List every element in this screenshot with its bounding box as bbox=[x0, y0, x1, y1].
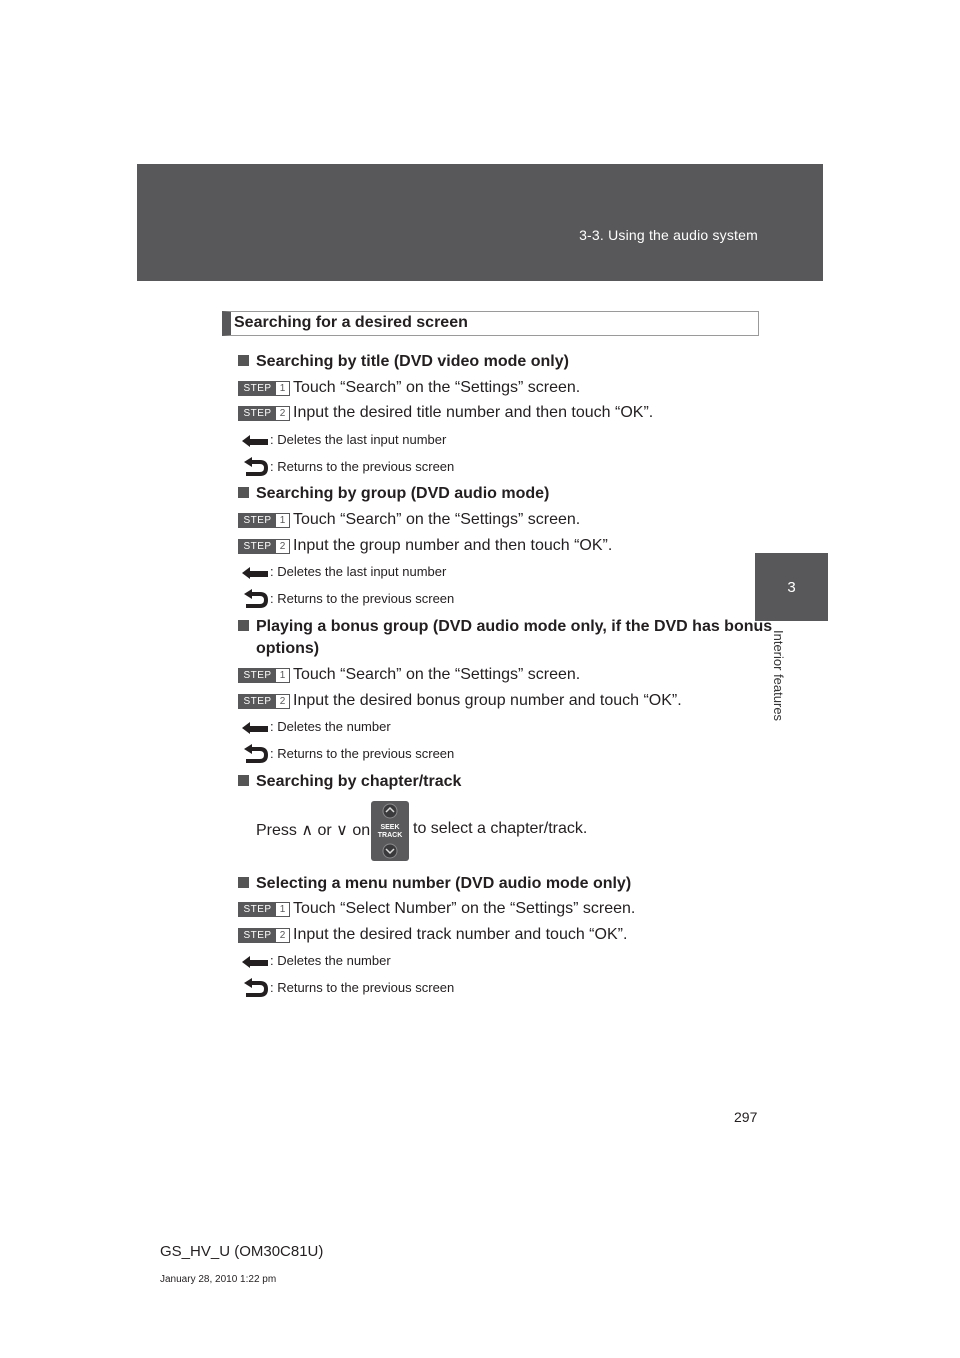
section-title: Searching for a desired screen bbox=[234, 314, 468, 331]
step-badge: STEP 2 bbox=[238, 694, 290, 709]
step-text: Input the desired title number and then touch “OK”. bbox=[293, 404, 654, 421]
chapter-tab bbox=[755, 553, 828, 621]
note-text: : Deletes the last input number bbox=[270, 564, 447, 579]
subheading: Selecting a menu number (DVD audio mode only) bbox=[238, 873, 631, 895]
note-text: : Deletes the number bbox=[270, 719, 391, 734]
step-text: Touch “Select Number” on the “Settings” screen. bbox=[293, 900, 636, 917]
step-badge: STEP 1 bbox=[238, 668, 290, 683]
print-timestamp: January 28, 2010 1:22 pm bbox=[160, 1274, 277, 1285]
chapter-header bbox=[137, 164, 823, 281]
step-badge: STEP 2 bbox=[238, 406, 290, 421]
chapter-number: 3 bbox=[787, 578, 796, 596]
section-path: 3-3. Using the audio system bbox=[579, 227, 758, 243]
track-label: TRACK bbox=[377, 832, 403, 839]
subheading-continued: options) bbox=[256, 640, 320, 657]
step-text: Touch “Search” on the “Settings” screen. bbox=[293, 666, 581, 683]
step-badge: STEP 2 bbox=[238, 539, 290, 554]
step-badge: STEP 1 bbox=[238, 902, 290, 917]
note-text: : Deletes the last input number bbox=[270, 432, 447, 447]
return-arrow-icon bbox=[240, 743, 270, 765]
backspace-arrow-icon bbox=[240, 951, 270, 973]
step-text: Input the desired bonus group number and touch “OK”. bbox=[293, 692, 682, 709]
bullet-square-icon bbox=[238, 487, 249, 498]
seek-label: SEEK bbox=[380, 824, 400, 831]
bullet-square-icon bbox=[238, 877, 249, 888]
note-text: : Returns to the previous screen bbox=[270, 980, 455, 995]
bullet-square-icon bbox=[238, 620, 249, 631]
note-text: : Returns to the previous screen bbox=[270, 591, 455, 606]
subheading: Searching by title (DVD video mode only) bbox=[238, 351, 569, 373]
press-instruction-suffix: to select a chapter/track. bbox=[413, 820, 588, 837]
step-badge: STEP 1 bbox=[238, 513, 290, 528]
note-text: : Returns to the previous screen bbox=[270, 746, 455, 761]
step-text: Input the group number and then touch “OK”. bbox=[293, 537, 613, 554]
chapter-tab-label: Interior features bbox=[771, 630, 786, 722]
return-arrow-icon bbox=[240, 588, 270, 610]
step-badge: STEP 2 bbox=[238, 928, 290, 943]
note-text: : Deletes the number bbox=[270, 953, 391, 968]
subheading: Searching by group (DVD audio mode) bbox=[238, 483, 549, 505]
page-number: 297 bbox=[734, 1109, 758, 1125]
step-text: Touch “Search” on the “Settings” screen. bbox=[293, 379, 581, 396]
seek-track-button-icon bbox=[371, 801, 409, 861]
step-text: Touch “Search” on the “Settings” screen. bbox=[293, 511, 581, 528]
backspace-arrow-icon bbox=[240, 562, 270, 584]
return-arrow-icon bbox=[240, 977, 270, 999]
note-text: : Returns to the previous screen bbox=[270, 459, 455, 474]
step-text: Input the desired track number and touch “OK”. bbox=[293, 926, 628, 943]
backspace-arrow-icon bbox=[240, 717, 270, 739]
step-badge: STEP 1 bbox=[238, 381, 290, 396]
press-instruction: Press ∧ or ∨ on bbox=[256, 822, 371, 839]
backspace-arrow-icon bbox=[240, 430, 270, 452]
subheading: Playing a bonus group (DVD audio mode only, if the DVD has bonus bbox=[238, 616, 772, 638]
subheading: Searching by chapter/track bbox=[238, 771, 461, 793]
bullet-square-icon bbox=[238, 355, 249, 366]
bullet-square-icon bbox=[238, 775, 249, 786]
return-arrow-icon bbox=[240, 456, 270, 478]
document-code: GS_HV_U (OM30C81U) bbox=[160, 1243, 324, 1260]
